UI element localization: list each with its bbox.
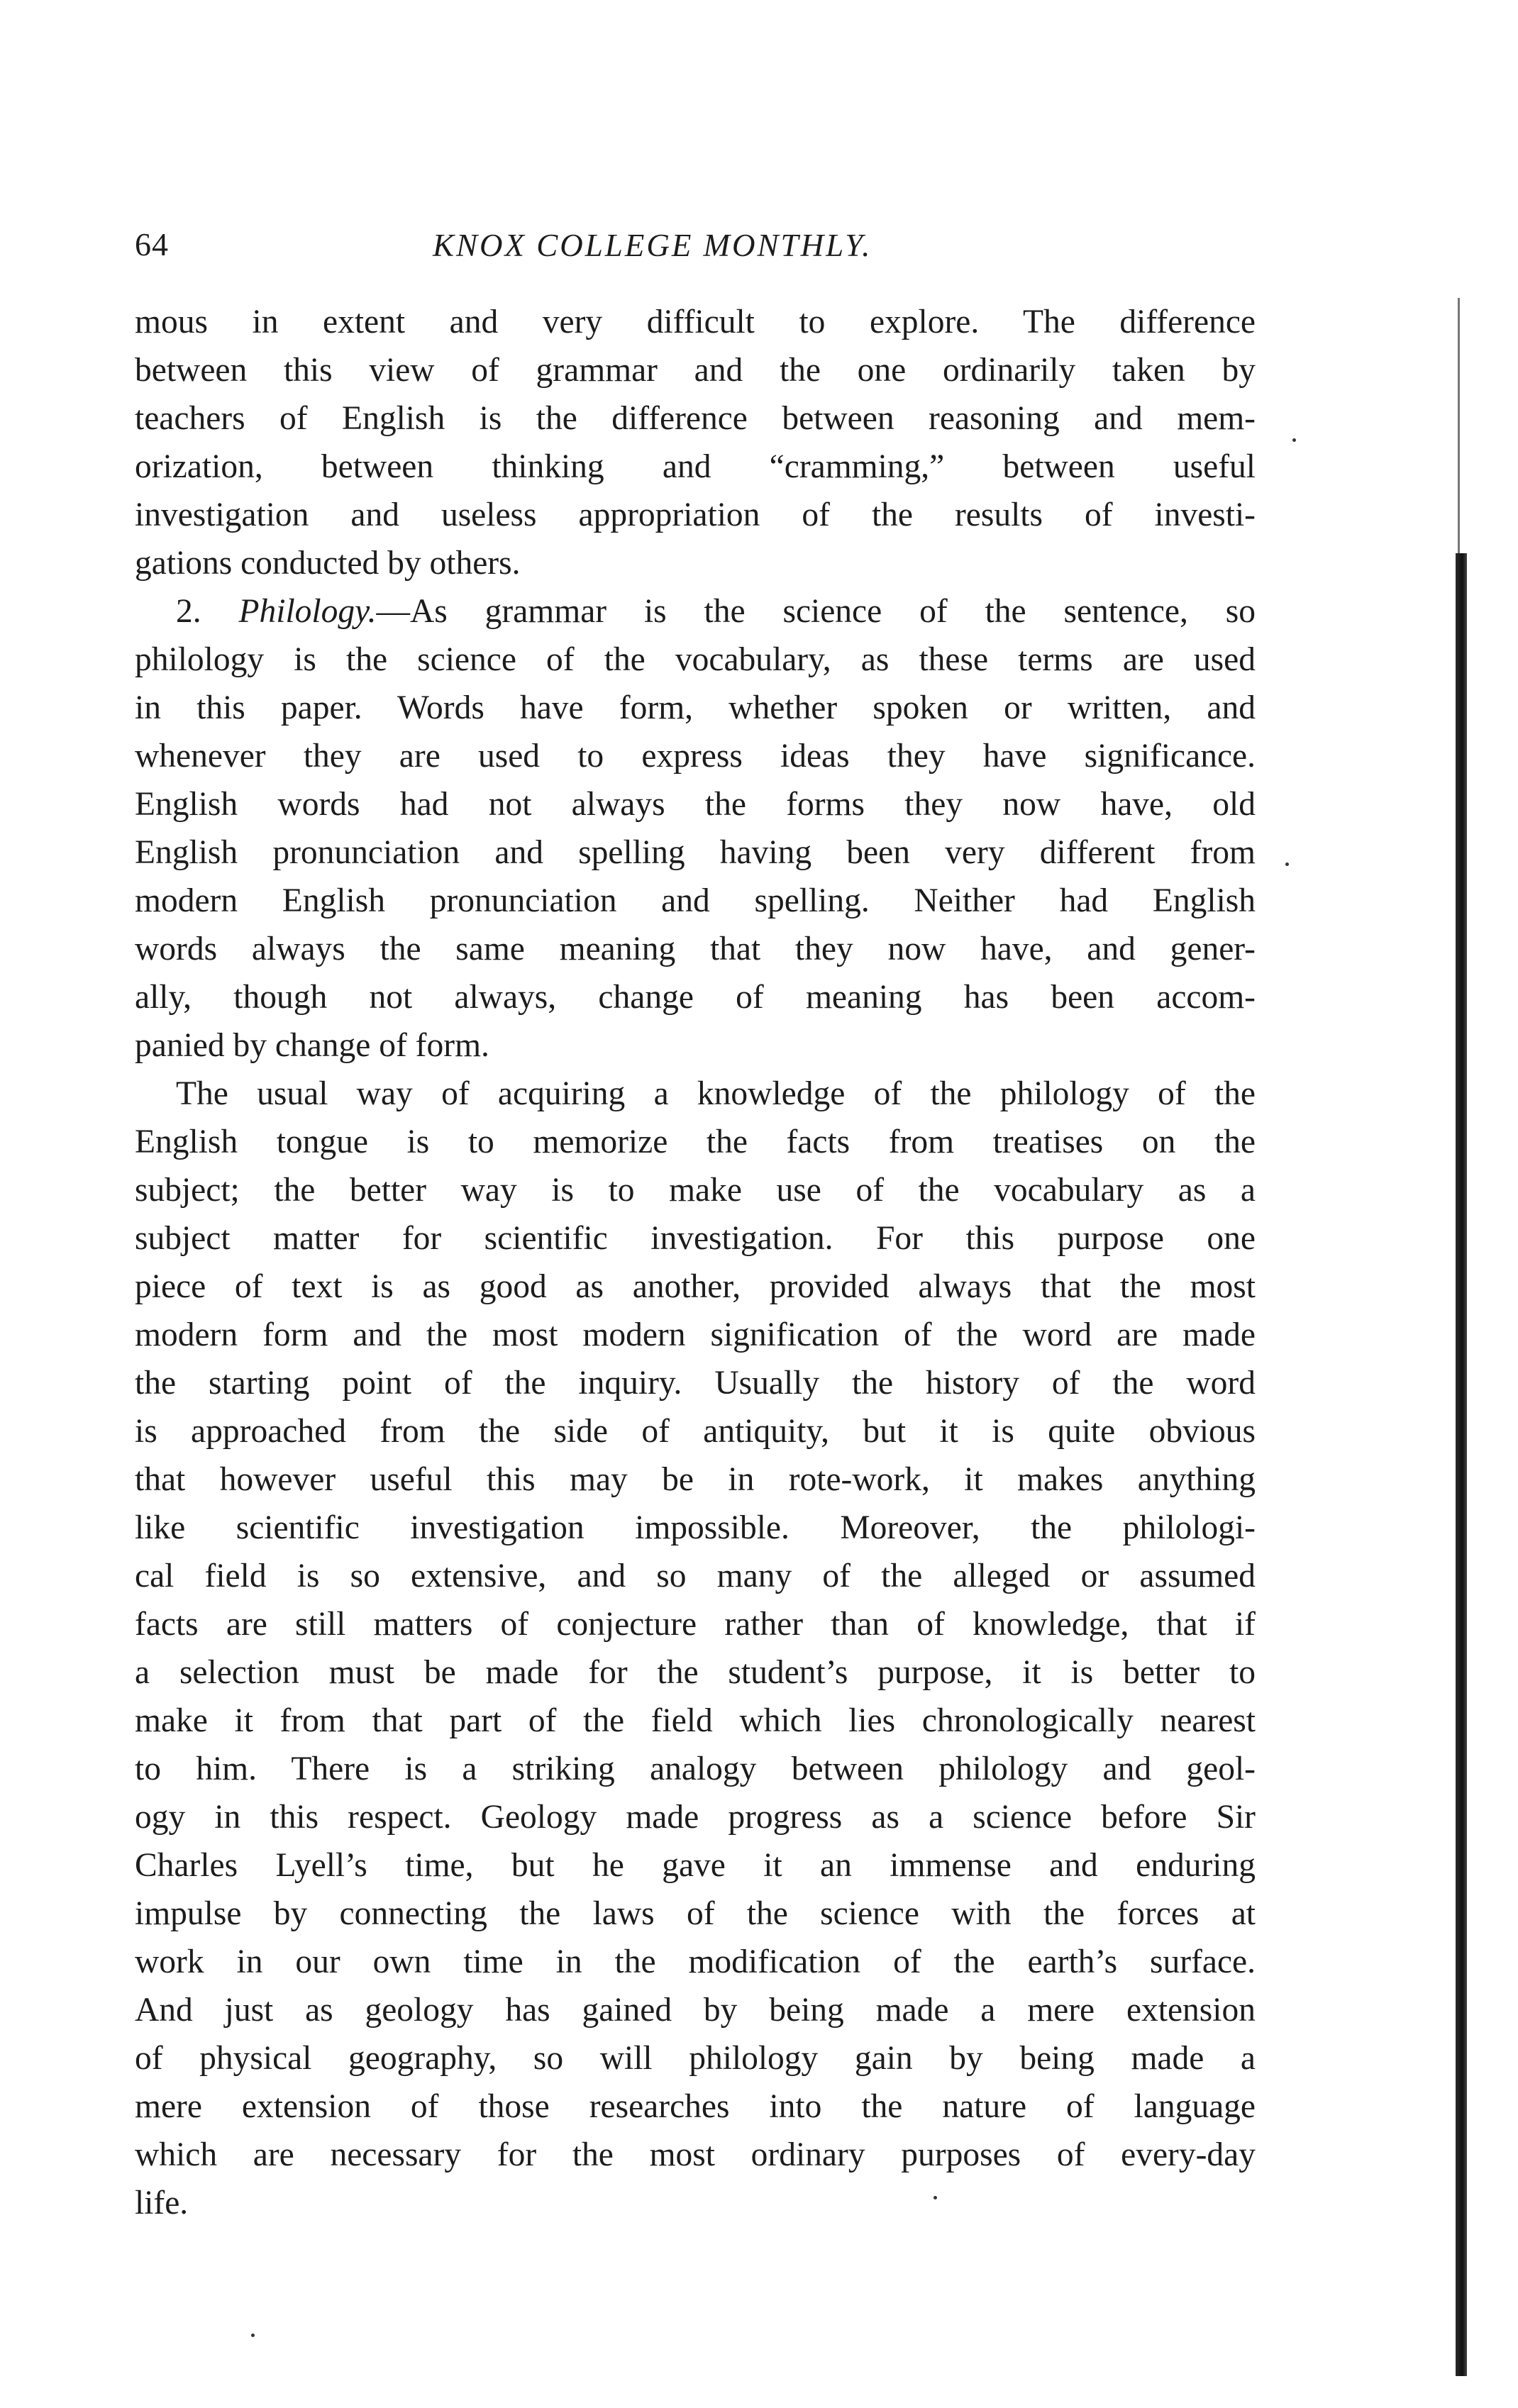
text-line: English tongue is to memorize the facts from treatises on the bbox=[135, 1123, 1256, 1160]
text-line: modern form and the most modern signification of the word are made bbox=[135, 1316, 1256, 1353]
running-head: KNOX COLLEGE MONTHLY. bbox=[433, 228, 872, 263]
text-line: work in our own time in the modification of the earth’s surface. bbox=[135, 1943, 1256, 1980]
text-line: gations conducted by others. bbox=[135, 545, 521, 582]
text-line: life. bbox=[135, 2185, 189, 2221]
text-line: panied by change of form. bbox=[135, 1027, 489, 1064]
text-line: ogy in this respect. Geology made progress as a science before Sir bbox=[135, 1799, 1256, 1836]
text-line: mous in extent and very difficult to explore. The difference bbox=[135, 304, 1256, 340]
text-line: is approached from the side of antiquity, but it is quite obvious bbox=[135, 1413, 1256, 1450]
text-line: English words had not always the forms they now have, old bbox=[135, 786, 1256, 823]
text-line: of physical geography, so will philology gain by being made a bbox=[135, 2040, 1256, 2077]
text-line: like scientific investigation impossible. Moreover, the philologi- bbox=[135, 1509, 1256, 1546]
text-line: impulse by connecting the laws of the science with the forces at bbox=[135, 1895, 1256, 1932]
text-line: cal field is so extensive, and so many of the alleged or assumed bbox=[135, 1558, 1256, 1594]
page-number: 64 bbox=[135, 226, 169, 262]
page-edge-bar bbox=[1456, 553, 1467, 2376]
text-line: philology is the science of the vocabulary, as these terms are used bbox=[135, 641, 1256, 678]
text-line: subject matter for scientific investigation. For this purpose one bbox=[135, 1220, 1256, 1257]
text-line: between this view of grammar and the one ordinarily taken by bbox=[135, 352, 1256, 389]
body-text bbox=[135, 298, 1256, 2227]
text-line: modern English pronunciation and spelling. Neither had English bbox=[135, 882, 1256, 919]
text-line: English pronunciation and spelling having been very different from bbox=[135, 834, 1256, 871]
text-line: The usual way of acquiring a knowledge of the philology of the bbox=[176, 1075, 1256, 1112]
text-line: whenever they are used to express ideas they have significance. bbox=[135, 738, 1256, 775]
text-line: teachers of English is the difference between reasoning and mem- bbox=[135, 400, 1256, 437]
text-line: make it from that part of the field which lies chronologically nearest bbox=[135, 1702, 1256, 1739]
text-line: the starting point of the inquiry. Usually the history of the word bbox=[135, 1365, 1256, 1402]
scan-speck bbox=[933, 2196, 937, 2199]
text-line: that however useful this may be in rote-work, it makes anything bbox=[135, 1461, 1256, 1498]
scan-speck bbox=[1285, 862, 1289, 866]
section-number: 2. bbox=[176, 593, 201, 630]
text-line: As grammar is the science of the sentence, so bbox=[409, 593, 1256, 630]
section-heading-line bbox=[135, 587, 1256, 636]
text-line: subject; the better way is to make use of the vocabulary as a bbox=[135, 1172, 1256, 1209]
page-edge-shadow bbox=[1458, 298, 1460, 553]
text-line: investigation and useless appropriation of the results of investi- bbox=[135, 496, 1256, 533]
text-line: to him. There is a striking analogy between philology and geol- bbox=[135, 1750, 1256, 1787]
page-header bbox=[135, 226, 1256, 275]
text-line: ally, though not always, change of meaning has been accom- bbox=[135, 979, 1256, 1016]
text-line: facts are still matters of conjecture rather than of knowledge, that if bbox=[135, 1606, 1256, 1643]
text-line: Charles Lyell’s time, but he gave it an immense and enduring bbox=[135, 1847, 1256, 1884]
scan-speck bbox=[251, 2334, 255, 2337]
text-line: words always the same meaning that they now have, and gener- bbox=[135, 931, 1256, 967]
text-line: piece of text is as good as another, provided always that the most bbox=[135, 1268, 1256, 1305]
section-dash: — bbox=[376, 593, 410, 630]
text-line: And just as geology has gained by being made a mere extension bbox=[135, 1992, 1256, 2029]
section-title: Philology. bbox=[238, 593, 377, 630]
scan-speck bbox=[1292, 438, 1296, 442]
text-line: orization, between thinking and “cramming,” between useful bbox=[135, 448, 1256, 485]
text-line: which are necessary for the most ordinary purposes of every-day bbox=[135, 2136, 1256, 2173]
text-line: in this paper. Words have form, whether spoken or written, and bbox=[135, 689, 1256, 726]
text-line: a selection must be made for the student’s purpose, it is better to bbox=[135, 1654, 1256, 1691]
text-line: mere extension of those researches into the nature of language bbox=[135, 2088, 1256, 2125]
